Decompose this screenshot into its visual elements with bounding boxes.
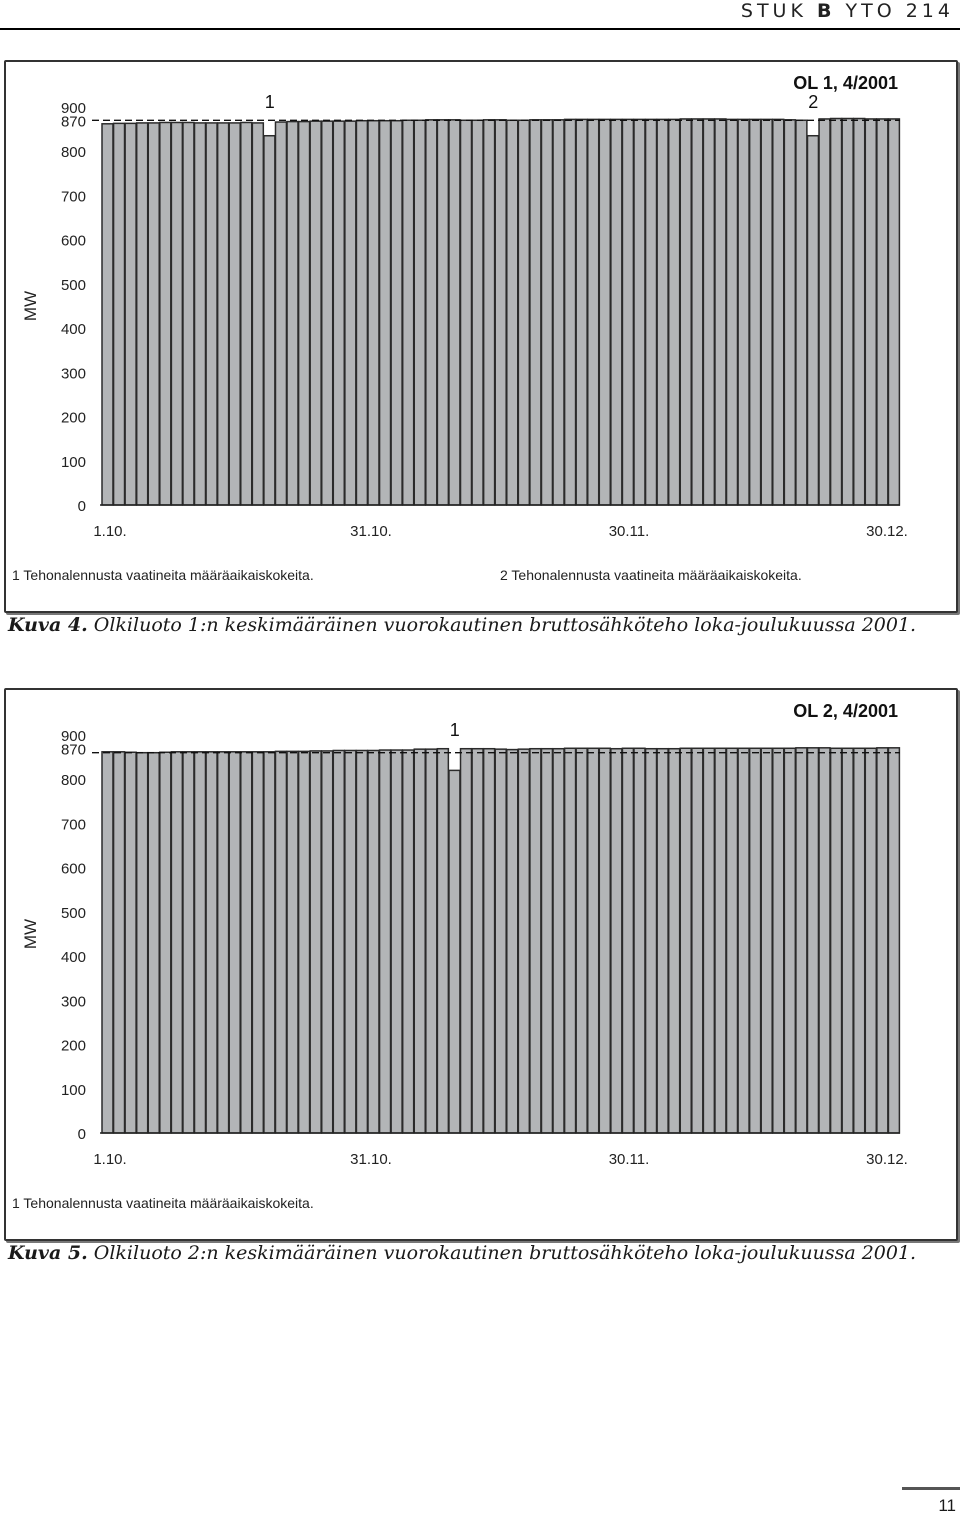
y-tick-label: 900 [60,728,86,745]
bar [380,750,391,1133]
bar [796,748,807,1133]
bar [229,752,240,1133]
bar [831,748,842,1133]
bar [680,748,691,1133]
bar [530,120,541,505]
header-rule [0,28,960,30]
bar [657,119,668,505]
bar [634,119,645,505]
series-header [741,0,954,22]
bar [368,750,379,1133]
bar [437,749,448,1133]
y-axis-label: MW [21,290,40,322]
bar [784,748,795,1133]
y-tick-label: 800 [60,144,86,162]
y-tick-label: 700 [60,188,86,206]
bar [703,119,714,505]
bar [171,122,182,505]
bar [125,752,136,1133]
y-tick-label: 200 [60,1037,86,1055]
bar [264,752,275,1133]
bar [183,122,194,505]
bar [368,121,379,505]
bar [646,119,657,505]
bar [391,121,402,505]
bar [611,119,622,505]
y-tick-label: 600 [60,860,86,878]
bar [322,121,333,505]
bar [195,752,206,1133]
y-axis-label: MW [21,918,40,950]
bar [727,119,738,505]
bar [495,120,506,505]
bar [310,751,321,1133]
annotation-marker: 1 [449,720,460,740]
bar [414,749,425,1133]
bar [750,119,761,505]
y-tick-label: 0 [77,1126,86,1143]
bar [414,120,425,505]
x-tick-label: 30.11. [608,523,650,540]
bar [356,121,367,505]
bar [588,748,599,1133]
bar [299,751,310,1133]
bar [622,748,633,1133]
series-letter: B [816,0,836,22]
bar [865,748,876,1133]
bar [310,121,321,505]
bar [865,119,876,505]
caption-text: Olkiluoto 1:n keskimääräinen vuorokautinen bruttosähköteho loka-joulukuussa 2001. [93,614,917,636]
y-tick-label: 300 [60,993,86,1011]
bar [715,119,726,505]
bar [472,120,483,505]
caption-kuva-5 [8,1242,916,1264]
bar [114,752,125,1133]
y-tick-label: 870 [60,113,86,131]
bar [218,123,229,505]
bar [206,752,217,1133]
bar [831,119,842,506]
bar [437,120,448,505]
bar [738,748,749,1133]
bar [403,120,414,505]
x-tick-label: 30.11. [608,1151,650,1168]
bar [241,122,252,505]
y-tick-label: 0 [77,498,86,515]
bar [484,120,495,505]
bar [761,748,772,1133]
bar [715,748,726,1133]
bar [495,749,506,1133]
bar [541,120,552,505]
bar [252,752,263,1133]
page-number: 11 [938,1496,956,1515]
y-tick-label: 600 [60,232,86,250]
bar [669,119,680,505]
x-tick-label: 30.12. [866,523,908,540]
y-tick-label: 200 [60,409,86,427]
chart-title: OL 2, 4/2001 [793,701,898,721]
series-prefix: STUK [740,0,807,22]
bar [102,124,113,505]
bar [599,119,610,505]
bar [553,120,564,505]
bar [784,120,795,505]
bar [703,748,714,1133]
bar [218,752,229,1133]
bar [356,750,367,1133]
chart-title: OL 1, 4/2001 [793,73,898,93]
bar [275,122,286,505]
bar [345,121,356,505]
bar [137,123,148,505]
bar [599,748,610,1133]
bar [588,119,599,505]
annotation-marker: 1 [264,92,275,112]
bar [322,751,333,1133]
y-tick-label: 500 [60,276,86,294]
y-tick-label: 400 [60,949,86,967]
bar [692,119,703,505]
bar [877,748,888,1133]
bar [565,748,576,1133]
bar [137,753,148,1133]
bar [842,748,853,1133]
bar [576,748,587,1133]
bar [738,119,749,505]
bar [449,770,460,1133]
bar [333,750,344,1133]
x-tick-label: 1.10. [93,523,127,540]
footnote: 2 Tehonalennusta vaatineita määräaikaiskokeita. [500,567,802,583]
bar [102,752,113,1133]
bar [518,749,529,1133]
bar [553,749,564,1133]
bar [888,119,899,505]
bar [854,748,865,1133]
bar [241,752,252,1133]
bar [807,748,818,1133]
bar [819,748,830,1133]
bar [287,751,298,1133]
bar [507,750,518,1133]
bar [727,748,738,1133]
bar [125,123,136,505]
y-tick-label: 100 [60,1081,86,1099]
bar [160,752,171,1133]
bar [877,119,888,505]
bar [807,136,818,505]
x-tick-label: 30.12. [866,1151,908,1168]
bar [669,749,680,1133]
y-tick-label: 700 [60,816,86,834]
bar [171,752,182,1133]
x-tick-label: 31.10. [350,523,392,540]
bar [611,749,622,1133]
bar [634,748,645,1133]
bar [518,120,529,505]
bar [461,120,472,505]
bar [345,750,356,1133]
annotation-marker: 2 [808,92,819,112]
bar [507,120,518,505]
bar [646,749,657,1133]
y-tick-label: 400 [60,321,86,339]
bar [622,119,633,505]
chart-ol2 [6,690,956,1239]
bar [449,120,460,505]
caption-kuva-4 [8,614,916,636]
series-suffix: YTO 214 [845,0,954,22]
bar [541,749,552,1133]
bar [183,752,194,1133]
bar-series [102,748,899,1133]
bar [391,750,402,1133]
y-tick-label: 500 [60,904,86,922]
caption-text: Olkiluoto 2:n keskimääräinen vuorokautinen bruttosähköteho loka-joulukuussa 2001. [93,1242,917,1264]
y-tick-label: 100 [60,453,86,471]
y-tick-label: 300 [60,365,86,383]
bar [842,119,853,506]
bar [264,136,275,505]
page-number-rule [902,1487,960,1490]
bar [461,749,472,1133]
bar [680,119,691,505]
bar [761,119,772,505]
bar [657,749,668,1133]
bar [299,122,310,505]
footnote: 1 Tehonalennusta vaatineita määräaikaiskokeita. [12,1195,314,1211]
caption-label: Kuva 5. [8,1242,88,1264]
bar [380,121,391,505]
caption-label: Kuva 4. [8,614,88,636]
bar [114,123,125,505]
bar [565,119,576,505]
bar [796,120,807,505]
bar [773,748,784,1133]
bar [819,119,830,505]
y-tick-label: 900 [60,100,86,117]
bar [252,123,263,505]
bar [426,120,437,505]
bar [472,749,483,1133]
bar [148,123,159,505]
bar [750,748,761,1133]
bar [206,123,217,505]
bar [576,119,587,505]
bar [229,123,240,505]
bar [403,750,414,1133]
figure-ol1 [4,60,958,613]
bar [888,748,899,1133]
bar [333,121,344,505]
footnote: 1 Tehonalennusta vaatineita määräaikaiskokeita. [12,567,314,583]
bar-series [102,119,899,506]
bar [692,748,703,1133]
y-tick-label: 800 [60,772,86,790]
bar [160,122,171,505]
bar [195,123,206,505]
bar [773,119,784,505]
bar [484,749,495,1133]
bar [530,749,541,1133]
chart-ol1 [6,62,956,611]
x-tick-label: 31.10. [350,1151,392,1168]
figure-ol2 [4,688,958,1241]
x-tick-label: 1.10. [93,1151,127,1168]
y-tick-label: 870 [60,741,86,759]
bar [854,119,865,506]
bar [426,749,437,1133]
bar [287,122,298,505]
bar [275,751,286,1133]
bar [148,753,159,1133]
